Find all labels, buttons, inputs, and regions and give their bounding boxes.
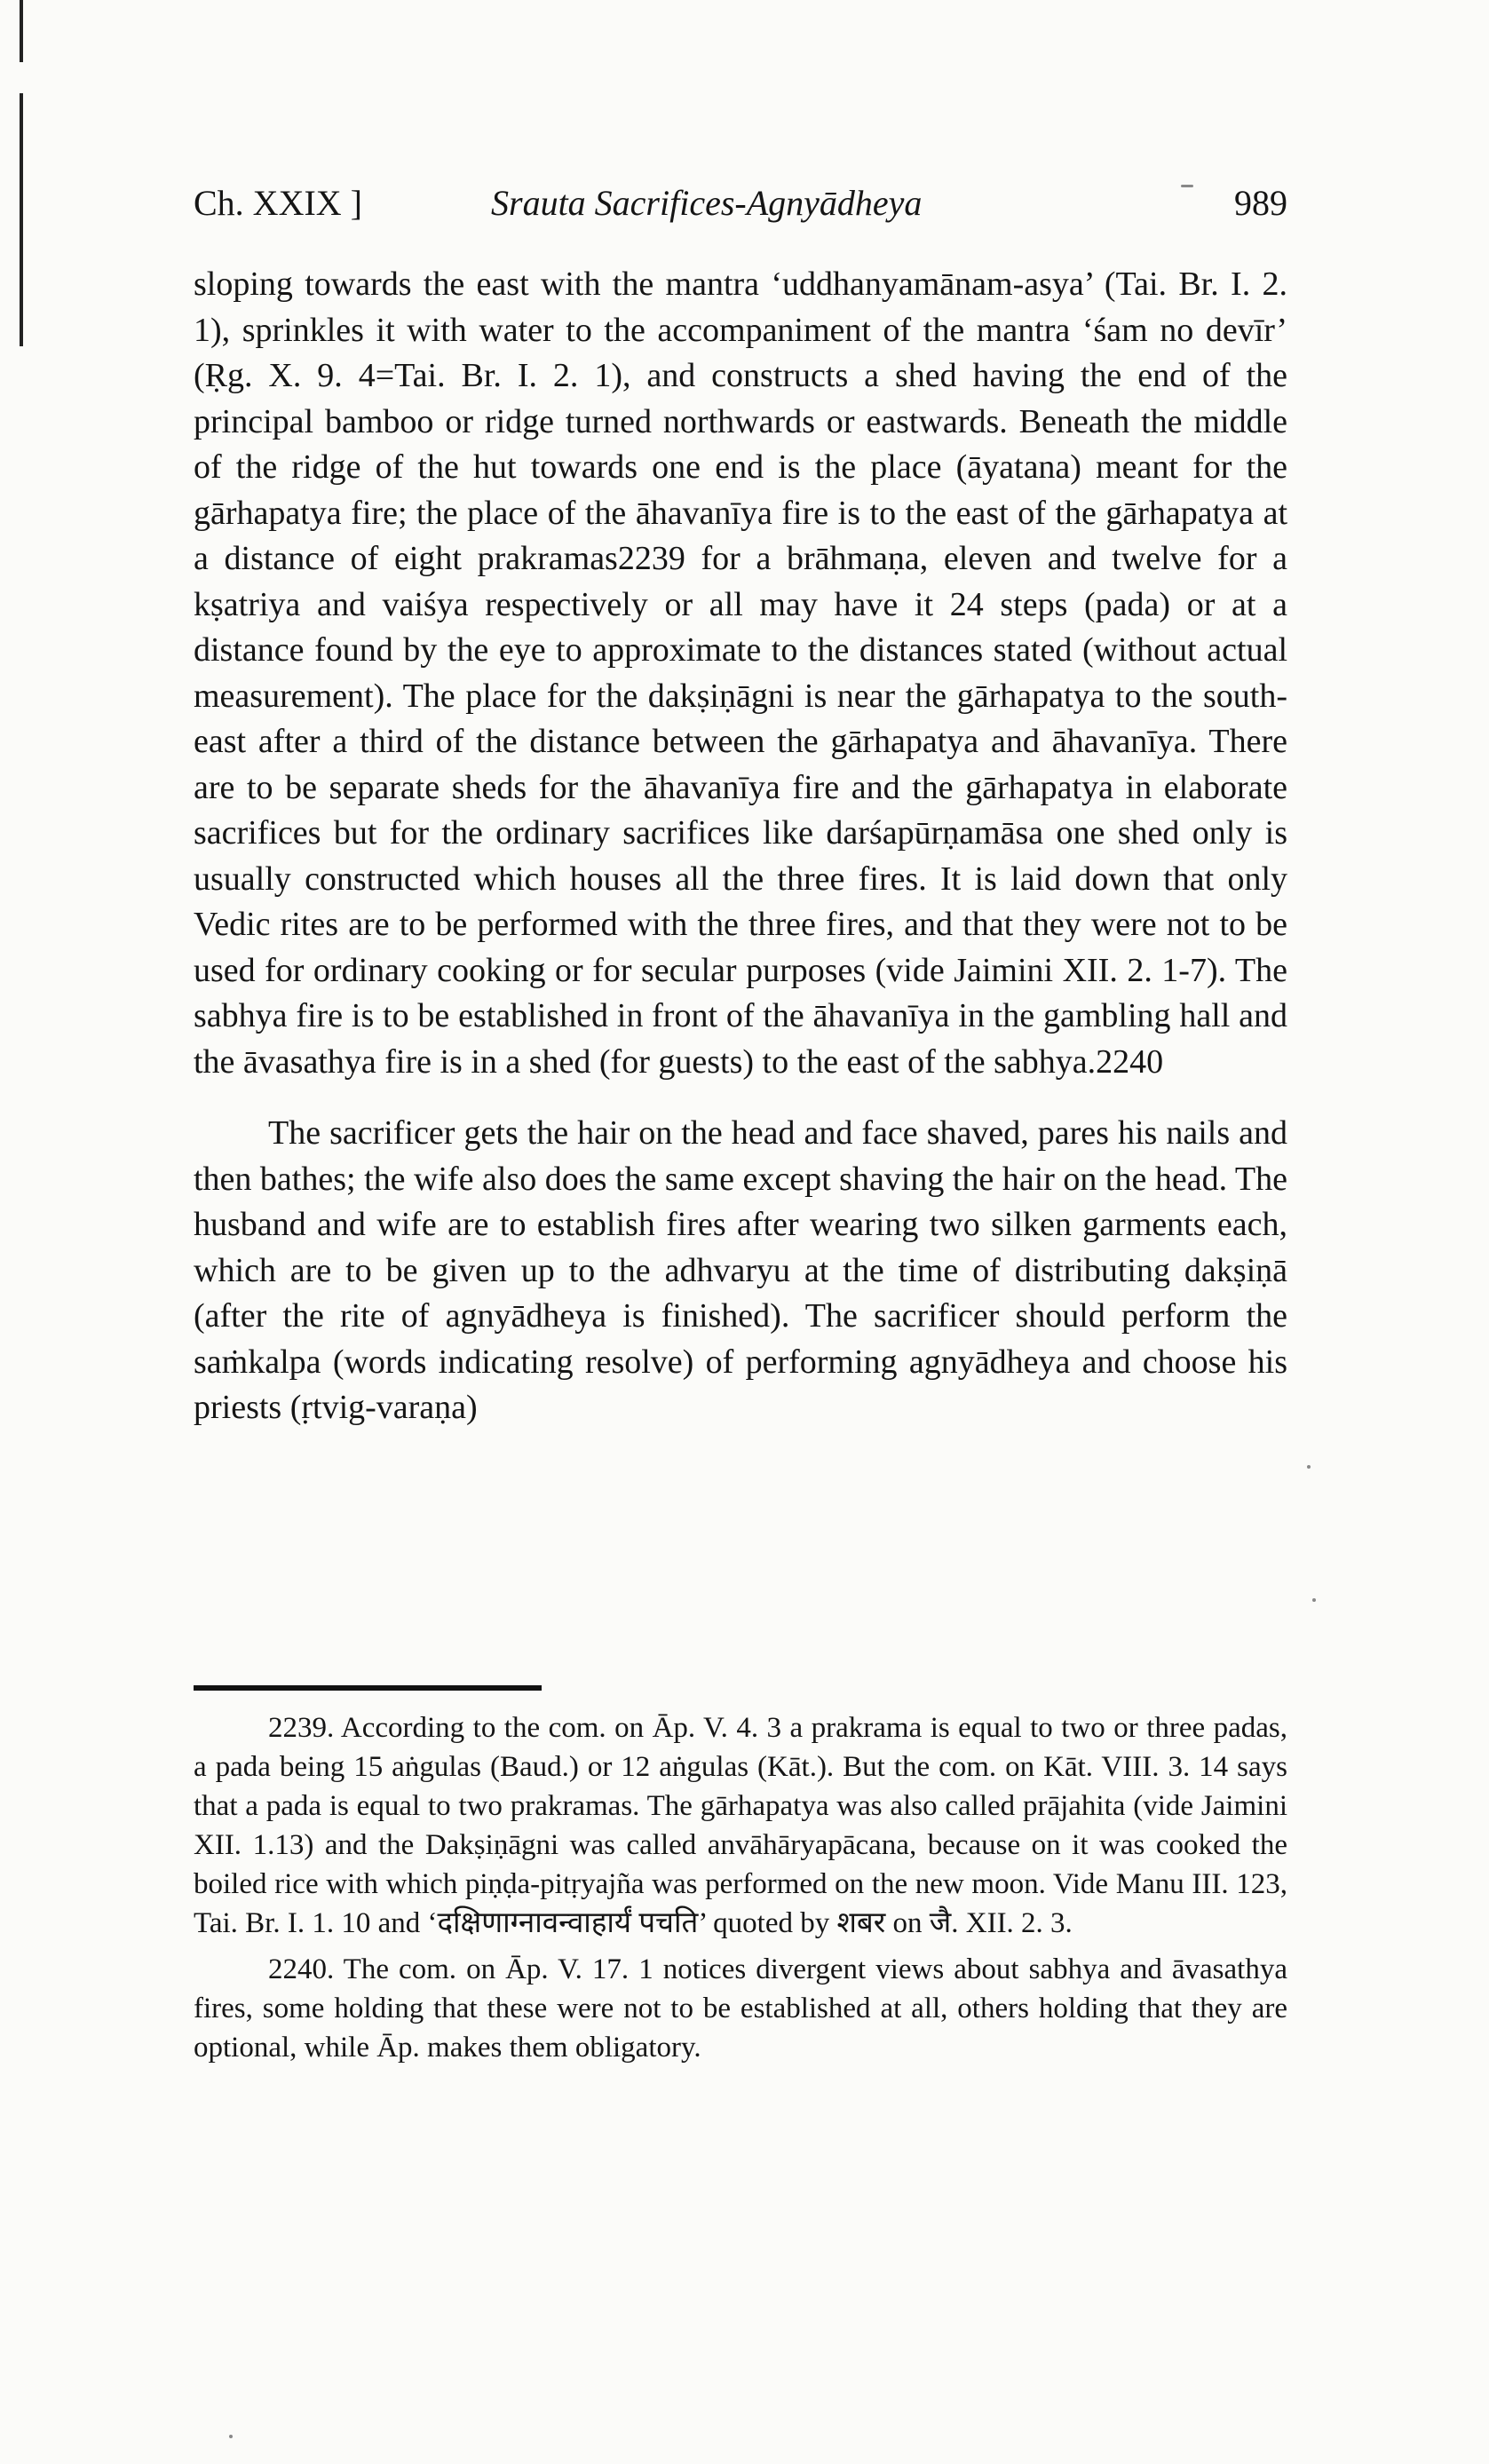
scan-speck	[1307, 1465, 1311, 1469]
running-title: Srauta Sacrifices-Agnyādheya	[491, 183, 923, 223]
main-text	[194, 262, 1287, 1431]
footnotes	[194, 1708, 1287, 2074]
scan-edge-line-top	[20, 0, 23, 62]
footnote-2239: 2239. According to the com. on Āp. V. 4. 3 a prakrama is equal to two or three padas, a pada being 15 aṅgulas (Baud.) or 12 aṅgulas (Kāt.). But the com. on Kāt. VIII. 3. 14 says that a pada is equal to two prakramas. The gārhapatya was also called prājahita (vide Jaimini XII. 1.13) and the Dakṣiṇāgni was called anvāhāryapācana, because on it was cooked the boiled rice with which piṇḍa-pitṛyajña was performed on the new moon. Vide Manu III. 123, Tai. Br. I. 1. 10 and ‘दक्षिणाग्नावन्वाहार्यं पचति’ quoted by शबर on जै. XII. 2. 3.	[194, 1712, 1287, 1939]
body-paragraph-1: sloping towards the east with the mantra ‘uddhanyamānam-asya’ (Tai. Br. I. 2. 1), sprinkles it with water to the accompaniment of the mantra ‘śam no devīr’ (Ṛg. X. 9. 4=Tai. Br. I. 2. 1), and constructs a shed having the end of the principal bamboo or ridge turned northwards or eastwards. Beneath the middle of the ridge of the hut towards one end is the place (āyatana) meant for the gārhapatya fire; the place of the āhavanīya fire is to the east of the gārhapatya at a distance of eight prakramas2239 for a brāhmaṇa, eleven and twelve for a kṣatriya and vaiśya respectively or all may have it 24 steps (pada) or at a distance found by the eye to approximate to the distances stated (without actual measurement). The place for the dakṣiṇāgni is near the gārhapatya to the south-east after a third of the distance between the gārhapatya and āhavanīya. There are to be separate sheds for the āhavanīya fire and the gārhapatya in elaborate sacrifices but for the ordinary sacrifices like darśapūrṇamāsa one shed only is usually constructed which houses all the three fires. It is laid down that only Vedic rites are to be performed with the three fires, and that they were not to be used for ordinary cooking or for secular purposes (vide Jaimini XII. 2. 1-7). The sabhya fire is to be established in front of the āhavanīya in the gambling hall and the āvasathya fire is in a shed (for guests) to the east of the sabhya.2240	[194, 265, 1287, 1081]
chapter-label: Ch. XXIX ]	[194, 183, 362, 223]
body-paragraph-2: The sacrificer gets the hair on the head and face shaved, pares his nails and then bathes; the wife also does the same except shaving the hair on the head. The husband and wife are to establish fires after wearing two silken garments each, which are to be given up to the adhvaryu at the time of distributing dakṣiṇā (after the rite of agnyādheya is finished). The sacrificer should perform the saṁkalpa (words indicating resolve) of performing agnyādheya and choose his priests (ṛtvig-varaṇa)	[194, 1114, 1287, 1426]
page-header	[194, 182, 1287, 226]
scan-speck	[229, 2435, 233, 2438]
scan-edge-line	[20, 93, 23, 346]
page-number: 989	[1234, 183, 1287, 223]
scan-speck	[1312, 1598, 1316, 1602]
footnote-2240: 2240. The com. on Āp. V. 17. 1 notices divergent views about sabhya and āvasathya fires, some holding that these were not to be established at all, others holding that they are optional, while Āp. makes them obligatory.	[194, 1953, 1287, 2064]
footnote-rule	[194, 1685, 542, 1691]
